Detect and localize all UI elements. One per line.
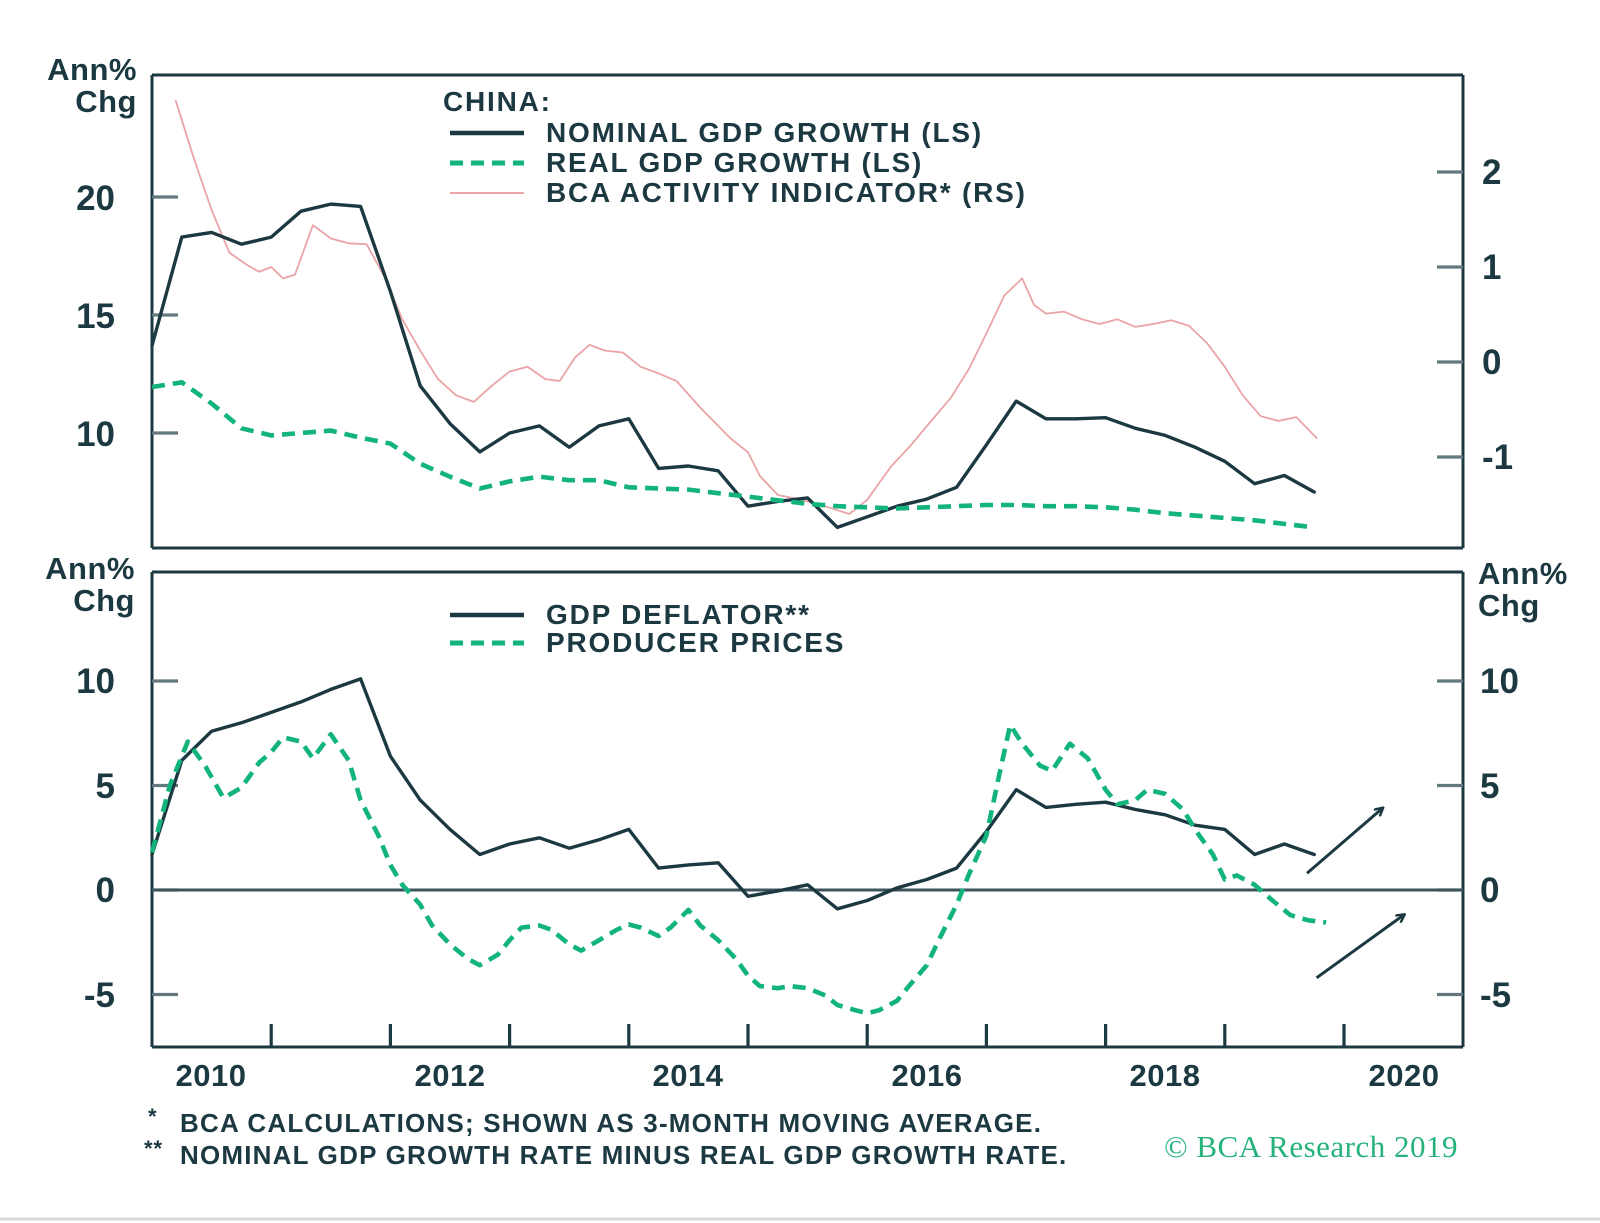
trend-arrow-1 (1307, 808, 1382, 873)
top-right-tick-m1: -1 (1482, 438, 1514, 477)
x-axis-label-2012: 2012 (414, 1058, 486, 1093)
top-right-tick-0: 0 (1482, 343, 1502, 382)
bottom-left-axis-unit-line1: Ann% (45, 551, 135, 586)
x-axis-label-2014: 2014 (652, 1058, 724, 1093)
top-left-tick-20: 20 (76, 179, 115, 218)
series-producer-prices (152, 725, 1326, 1013)
legend-label-producer-prices: PRODUCER PRICES (546, 627, 846, 658)
bottom-right-axis-unit-line1: Ann% (1478, 556, 1568, 591)
legend-label-gdp-deflator: GDP DEFLATOR** (546, 599, 811, 630)
data-series (152, 101, 1326, 1014)
bottom-left-tick-0: 0 (95, 871, 115, 910)
bottom-right-axis-unit-line2: Chg (1478, 588, 1540, 623)
trend-arrows (1307, 808, 1404, 977)
trend-arrow-2 (1317, 915, 1404, 978)
x-axis-label-2010: 2010 (175, 1058, 247, 1093)
bottom-right-tick-m5: -5 (1480, 976, 1512, 1015)
bottom-right-tick-10: 10 (1480, 662, 1519, 701)
bottom-left-tick-m5: -5 (83, 976, 115, 1015)
bottom-right-tick-5: 5 (1480, 767, 1500, 806)
copyright-notice: © BCA Research 2019 (1164, 1129, 1458, 1164)
axes-frame (152, 75, 1463, 1047)
top-left-tick-10: 10 (76, 415, 115, 454)
bottom-left-tick-10: 10 (76, 662, 115, 701)
bottom-left-axis-unit-line2: Chg (73, 583, 135, 618)
legend-label-real-gdp: REAL GDP GROWTH (LS) (546, 147, 924, 178)
series-real-gdp-growth-ls (152, 382, 1314, 527)
footnote-2-text: NOMINAL GDP GROWTH RATE MINUS REAL GDP GROWTH RATE. (180, 1140, 1068, 1170)
chart-title: CHINA: (443, 86, 552, 117)
bottom-right-tick-0: 0 (1480, 871, 1500, 910)
series-nominal-gdp-growth-ls (152, 204, 1314, 527)
top-right-tick-1: 1 (1482, 248, 1502, 287)
bottom-left-tick-5: 5 (95, 767, 115, 806)
legend-label-bca-activity: BCA ACTIVITY INDICATOR* (RS) (546, 177, 1027, 208)
top-left-axis-unit-line1: Ann% (47, 52, 137, 87)
legend-label-nominal-gdp: NOMINAL GDP GROWTH (LS) (546, 117, 984, 148)
top-left-axis-unit-line2: Chg (75, 84, 137, 119)
x-axis-label-2020: 2020 (1368, 1058, 1440, 1093)
top-right-tick-2: 2 (1482, 153, 1502, 192)
top-left-tick-15: 15 (76, 297, 115, 336)
x-axis-label-2016: 2016 (891, 1058, 963, 1093)
footnote-2-marker: ** (144, 1136, 164, 1161)
x-axis-label-2018: 2018 (1129, 1058, 1201, 1093)
footnote-1-text: BCA CALCULATIONS; SHOWN AS 3-MONTH MOVING AVERAGE. (180, 1108, 1043, 1138)
footnote-1-marker: * (148, 1104, 158, 1129)
